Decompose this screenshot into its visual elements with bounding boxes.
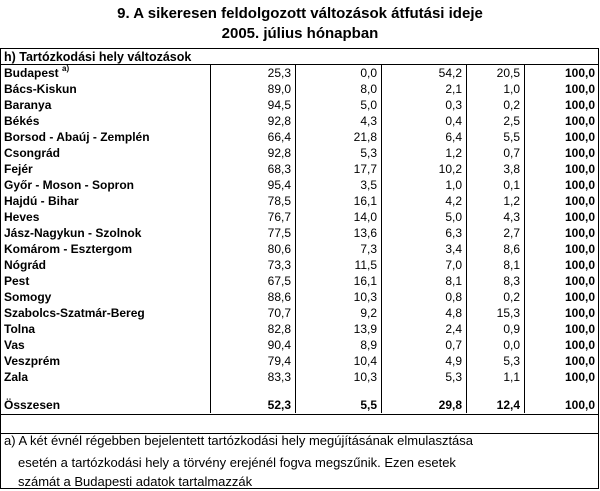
value-cell-2: 16,1 bbox=[295, 193, 380, 209]
value-cell-5: 100,0 bbox=[524, 397, 598, 413]
table-row bbox=[0, 289, 599, 305]
table-row bbox=[0, 241, 599, 257]
value-cell-5: 100,0 bbox=[524, 129, 598, 145]
value-cell-2: 7,3 bbox=[295, 241, 380, 257]
value-cell-4: 8,6 bbox=[466, 241, 523, 257]
value-cell-1: 70,7 bbox=[210, 305, 294, 321]
county-name-text: Veszprém bbox=[4, 354, 61, 368]
table-row bbox=[0, 369, 599, 385]
county-name-text: Heves bbox=[4, 210, 40, 224]
value-cell-1: 83,3 bbox=[210, 369, 294, 385]
table-row bbox=[0, 193, 599, 209]
value-cell-5: 100,0 bbox=[524, 337, 598, 353]
value-cell-2: 13,6 bbox=[295, 225, 380, 241]
value-cell-2: 4,3 bbox=[295, 113, 380, 129]
value-cell-2: 13,9 bbox=[295, 321, 380, 337]
value-cell-2: 5,5 bbox=[295, 397, 380, 413]
value-cell-5: 100,0 bbox=[524, 321, 598, 337]
value-cell-1: 89,0 bbox=[210, 81, 294, 97]
value-cell-2: 9,2 bbox=[295, 305, 380, 321]
county-name-text: Nógrád bbox=[4, 258, 46, 272]
county-name bbox=[1, 353, 209, 369]
county-name-text: Budapest bbox=[4, 66, 59, 80]
value-cell-5: 100,0 bbox=[524, 193, 598, 209]
value-cell-4: 3,8 bbox=[466, 161, 523, 177]
table-row bbox=[0, 81, 599, 97]
value-cell-5: 100,0 bbox=[524, 209, 598, 225]
value-cell-1: 68,3 bbox=[210, 161, 294, 177]
value-cell-5: 100,0 bbox=[524, 177, 598, 193]
county-name-text: Tolna bbox=[4, 322, 36, 336]
value-cell-2: 17,7 bbox=[295, 161, 380, 177]
value-cell-3: 3,4 bbox=[381, 241, 465, 257]
county-name-text: Pest bbox=[4, 274, 30, 288]
county-name-text: Somogy bbox=[4, 290, 52, 304]
value-cell-3: 4,8 bbox=[381, 305, 465, 321]
table-row bbox=[0, 209, 599, 225]
table-row bbox=[0, 129, 599, 145]
value-cell-4: 0,2 bbox=[466, 97, 523, 113]
value-cell-1: 82,8 bbox=[210, 321, 294, 337]
value-cell-1: 66,4 bbox=[210, 129, 294, 145]
value-cell-4: 12,4 bbox=[466, 397, 523, 413]
value-cell-4: 1,2 bbox=[466, 193, 523, 209]
value-cell-4: 1,1 bbox=[466, 369, 523, 385]
table-row bbox=[0, 113, 599, 129]
county-name bbox=[1, 161, 209, 177]
table-row bbox=[0, 305, 599, 321]
value-cell-5: 100,0 bbox=[524, 113, 598, 129]
value-cell-4: 5,5 bbox=[466, 129, 523, 145]
table-row bbox=[0, 337, 599, 353]
value-cell-4: 0,2 bbox=[466, 289, 523, 305]
county-name-text: Bács-Kiskun bbox=[4, 82, 77, 96]
spacer-cell bbox=[524, 385, 598, 397]
value-cell-3: 4,9 bbox=[381, 353, 465, 369]
county-name-text: Baranya bbox=[4, 98, 52, 112]
county-name bbox=[1, 193, 209, 209]
value-cell-4: 0,1 bbox=[466, 177, 523, 193]
county-name-text: Szabolcs-Szatmár-Bereg bbox=[4, 306, 145, 320]
value-cell-3: 0,4 bbox=[381, 113, 465, 129]
value-cell-1: 78,5 bbox=[210, 193, 294, 209]
value-cell-3: 0,7 bbox=[381, 337, 465, 353]
spacer-cell bbox=[466, 385, 523, 397]
value-cell-3: 7,0 bbox=[381, 257, 465, 273]
county-name bbox=[1, 305, 209, 321]
value-cell-3: 0,8 bbox=[381, 289, 465, 305]
county-name bbox=[1, 289, 209, 305]
value-cell-3: 29,8 bbox=[381, 397, 465, 413]
value-cell-5: 100,0 bbox=[524, 145, 598, 161]
county-name-text: Komárom - Esztergom bbox=[4, 242, 133, 256]
page-subtitle: 2005. július hónapban bbox=[221, 25, 379, 42]
value-cell-1: 77,5 bbox=[210, 225, 294, 241]
table-row bbox=[0, 321, 599, 337]
total-label bbox=[1, 397, 209, 413]
value-cell-5: 100,0 bbox=[524, 97, 598, 113]
footnote-line-2: esetén a tartózkodási hely a törvény erejénél fogva megszűnik. Ezen esetek bbox=[18, 455, 456, 470]
value-cell-2: 3,5 bbox=[295, 177, 380, 193]
table-row bbox=[0, 177, 599, 193]
spacer-cell bbox=[381, 385, 465, 397]
footnote-line-1: a) A két évnél régebben bejelentett tartózkodási hely megújításának elmulasztása bbox=[4, 433, 474, 448]
value-cell-4: 2,5 bbox=[466, 113, 523, 129]
spacer-row bbox=[0, 385, 599, 397]
value-cell-1: 76,7 bbox=[210, 209, 294, 225]
value-cell-5: 100,0 bbox=[524, 225, 598, 241]
county-name bbox=[1, 273, 209, 289]
county-name bbox=[1, 177, 209, 193]
value-cell-4: 15,3 bbox=[466, 305, 523, 321]
value-cell-3: 2,1 bbox=[381, 81, 465, 97]
value-cell-2: 14,0 bbox=[295, 209, 380, 225]
value-cell-2: 5,0 bbox=[295, 97, 380, 113]
value-cell-5: 100,0 bbox=[524, 273, 598, 289]
county-name bbox=[1, 257, 209, 273]
value-cell-4: 2,7 bbox=[466, 225, 523, 241]
footnote-marker: a) bbox=[62, 64, 70, 73]
value-cell-5: 100,0 bbox=[524, 353, 598, 369]
value-cell-4: 0,9 bbox=[466, 321, 523, 337]
total-row bbox=[0, 397, 599, 413]
value-cell-3: 2,4 bbox=[381, 321, 465, 337]
value-cell-1: 80,6 bbox=[210, 241, 294, 257]
county-name-text: Csongrád bbox=[4, 146, 61, 160]
value-cell-4: 4,3 bbox=[466, 209, 523, 225]
value-cell-5: 100,0 bbox=[524, 305, 598, 321]
county-name bbox=[1, 97, 209, 113]
county-name bbox=[1, 113, 209, 129]
value-cell-3: 8,1 bbox=[381, 273, 465, 289]
table-row bbox=[0, 145, 599, 161]
value-cell-1: 73,3 bbox=[210, 257, 294, 273]
value-cell-4: 1,0 bbox=[466, 81, 523, 97]
county-name bbox=[1, 241, 209, 257]
county-name bbox=[1, 369, 209, 385]
county-name bbox=[1, 321, 209, 337]
value-cell-2: 21,8 bbox=[295, 129, 380, 145]
county-name-text: Hajdú - Bihar bbox=[4, 194, 79, 208]
value-cell-2: 10,4 bbox=[295, 353, 380, 369]
spacer-cell bbox=[210, 385, 294, 397]
value-cell-3: 6,4 bbox=[381, 129, 465, 145]
value-cell-3: 1,2 bbox=[381, 145, 465, 161]
value-cell-3: 1,0 bbox=[381, 177, 465, 193]
county-name-text: Fejér bbox=[4, 162, 33, 176]
county-name bbox=[1, 65, 209, 81]
county-name bbox=[1, 225, 209, 241]
county-name bbox=[1, 81, 209, 97]
value-cell-5: 100,0 bbox=[524, 241, 598, 257]
value-cell-2: 10,3 bbox=[295, 289, 380, 305]
table-row bbox=[0, 353, 599, 369]
county-name bbox=[1, 129, 209, 145]
value-cell-1: 88,6 bbox=[210, 289, 294, 305]
value-cell-5: 100,0 bbox=[524, 289, 598, 305]
value-cell-2: 8,0 bbox=[295, 81, 380, 97]
value-cell-2: 8,9 bbox=[295, 337, 380, 353]
county-name-text: Összesen bbox=[4, 398, 61, 412]
value-cell-1: 52,3 bbox=[210, 397, 294, 413]
value-cell-3: 5,3 bbox=[381, 369, 465, 385]
value-cell-4: 0,0 bbox=[466, 337, 523, 353]
table-row bbox=[0, 65, 599, 81]
county-name bbox=[1, 337, 209, 353]
value-cell-1: 92,8 bbox=[210, 145, 294, 161]
value-cell-3: 54,2 bbox=[381, 65, 465, 81]
value-cell-2: 0,0 bbox=[295, 65, 380, 81]
value-cell-1: 94,5 bbox=[210, 97, 294, 113]
page-title: 9. A sikeresen feldolgozott változások átfutási ideje bbox=[117, 5, 483, 22]
table-row bbox=[0, 257, 599, 273]
spacer-cell bbox=[295, 385, 380, 397]
value-cell-5: 100,0 bbox=[524, 81, 598, 97]
value-cell-3: 0,3 bbox=[381, 97, 465, 113]
value-cell-1: 92,8 bbox=[210, 113, 294, 129]
value-cell-3: 6,3 bbox=[381, 225, 465, 241]
value-cell-1: 79,4 bbox=[210, 353, 294, 369]
value-cell-1: 90,4 bbox=[210, 337, 294, 353]
value-cell-5: 100,0 bbox=[524, 161, 598, 177]
value-cell-2: 10,3 bbox=[295, 369, 380, 385]
county-name-text: Zala bbox=[4, 370, 29, 384]
value-cell-2: 5,3 bbox=[295, 145, 380, 161]
footnote-line-3: számát a Budapesti adatok tartalmazzák bbox=[18, 474, 253, 489]
value-cell-2: 11,5 bbox=[295, 257, 380, 273]
county-name bbox=[1, 209, 209, 225]
county-name-text: Békés bbox=[4, 114, 40, 128]
value-cell-4: 8,1 bbox=[466, 257, 523, 273]
value-cell-1: 67,5 bbox=[210, 273, 294, 289]
value-cell-1: 95,4 bbox=[210, 177, 294, 193]
value-cell-5: 100,0 bbox=[524, 257, 598, 273]
value-cell-4: 20,5 bbox=[466, 65, 523, 81]
county-name-text: Jász-Nagykun - Szolnok bbox=[4, 226, 142, 240]
value-cell-4: 0,7 bbox=[466, 145, 523, 161]
table-row bbox=[0, 225, 599, 241]
county-name-text: Vas bbox=[4, 338, 25, 352]
county-name bbox=[1, 145, 209, 161]
value-cell-3: 10,2 bbox=[381, 161, 465, 177]
value-cell-2: 16,1 bbox=[295, 273, 380, 289]
value-cell-5: 100,0 bbox=[524, 369, 598, 385]
value-cell-4: 8,3 bbox=[466, 273, 523, 289]
table-row bbox=[0, 273, 599, 289]
total-divider bbox=[0, 414, 599, 415]
table-row bbox=[0, 161, 599, 177]
section-heading: h) Tartózkodási hely változások bbox=[1, 49, 598, 65]
county-name-text: Győr - Moson - Sopron bbox=[4, 178, 134, 192]
county-name-text: Borsod - Abaúj - Zemplén bbox=[4, 130, 150, 144]
value-cell-4: 5,3 bbox=[466, 353, 523, 369]
value-cell-5: 100,0 bbox=[524, 65, 598, 81]
value-cell-3: 5,0 bbox=[381, 209, 465, 225]
value-cell-1: 25,3 bbox=[210, 65, 294, 81]
value-cell-3: 4,2 bbox=[381, 193, 465, 209]
table-row bbox=[0, 97, 599, 113]
